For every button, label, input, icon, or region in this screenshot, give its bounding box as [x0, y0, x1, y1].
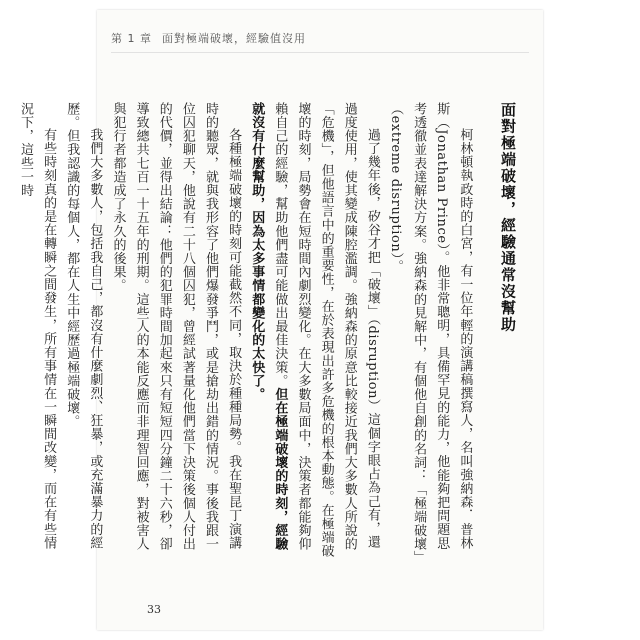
paragraphs	[14, 102, 477, 562]
paragraph-text: 過了幾年後，矽谷才把「破壞」（disruption）這個字眼占為己有，還過度使用，使其變成陳腔濫調。強納森的原意比較接近我們大多數人所說的「危機」，但他語言中的重要性，在於表現出許多危機的根本動態。在極端破壞的時刻，局勢會在短時間內劇烈變化。在大多數局面中，決策者都能夠仰賴自己的經驗，幫助他們盡可能做出最佳決策。	[272, 102, 380, 558]
paragraph	[14, 102, 60, 562]
paragraph	[245, 102, 384, 562]
paragraph-text: 各種極端破壞的時刻可能截然不同，取決於種種局勢。我在聖昆丁演講時的聽眾，就與我形容了他們爆發爭鬥，或是搶劫出錯的情況。事後我跟一位囚犯聊天，他說有二十八個囚犯，曾經試著量化他們當下決策後個人付出的代價，並得出結論：他們的犯罪時間加起來只有短短四分鐘二十六秒，卻導致總共七百一十五年的刑期。這些人的本能反應而非理智回應，對被害人與犯行者都造成了永久的後果。	[110, 102, 242, 551]
chapter-title: 面對極端破壞，經驗值沒用	[162, 32, 306, 45]
paragraph	[60, 102, 106, 562]
book-page	[17, 10, 543, 630]
paragraph	[106, 102, 245, 562]
running-header	[111, 30, 306, 46]
chapter-label: 第 1 章	[111, 32, 152, 45]
paragraph	[384, 102, 477, 562]
header-divider	[111, 52, 529, 53]
paragraph-text: 有些時刻真的是在轉瞬之間發生，所有事情在一瞬間改變，而在有些情況下，這些一時	[17, 102, 57, 550]
page-number: 33	[147, 603, 161, 616]
vertical-text-body	[17, 102, 521, 562]
bold-text: 但在極端破壞的時刻，經驗就沒有什麼幫助，因為太多事情都變化的太快了。	[249, 102, 288, 551]
paragraph-text: 我們大多數人，包括我自己，都沒有什麼劇烈、狂暴，或充滿暴力的經歷。但我認識的每個人，都在人生中經歷過極端破壞。	[64, 102, 103, 550]
paragraph-text: 柯林頓執政時的白宮，有一位年輕的演講稿撰寫人，名叫強納森．普林斯（Jonathan Prince）。他非常聰明，具備罕見的能力，他能夠把問題思考透徹並表達解決方案。強納森的見解中，有個他自創的名詞：「極端破壞」（extreme disruption）。	[387, 102, 473, 558]
section-title: 面對極端破壞，經驗通常沒幫助	[499, 102, 517, 333]
